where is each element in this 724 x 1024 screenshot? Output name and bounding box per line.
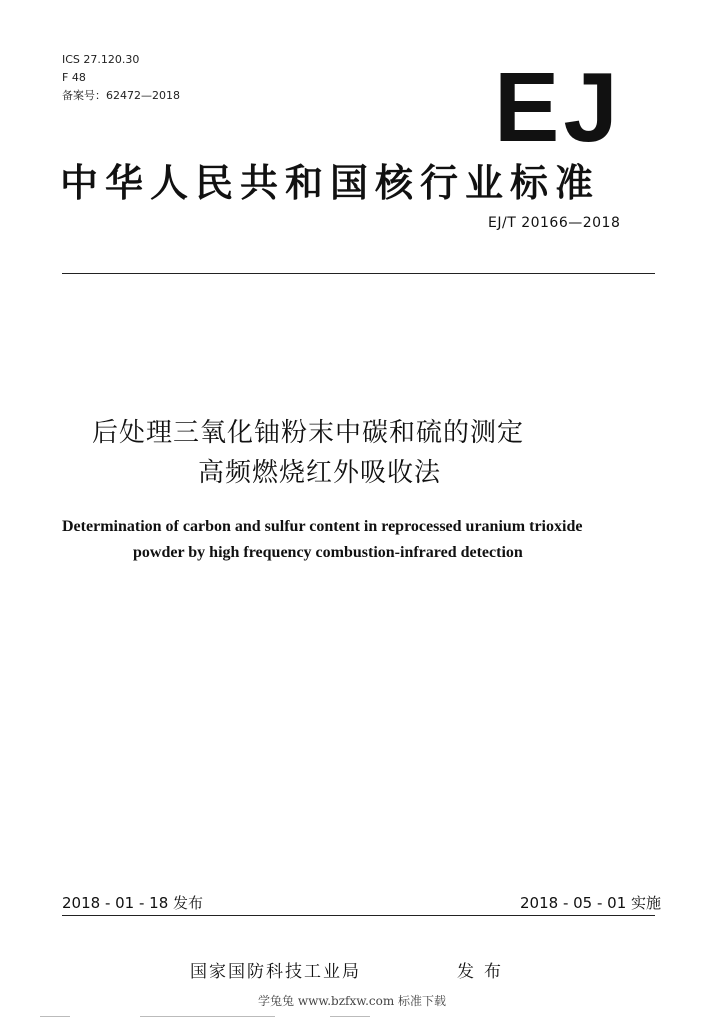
publisher-name: 国家国防科技工业局 [190, 962, 361, 982]
english-title-line1: Determination of carbon and sulfur content in reprocessed uranium trioxide [62, 518, 583, 535]
record-number: 备案号：62472—2018 [62, 89, 180, 102]
scan-artifact-line [330, 1016, 370, 1017]
header-divider [62, 273, 655, 274]
standard-code: EJ/T 20166—2018 [488, 215, 621, 231]
classification-code: F 48 [62, 71, 86, 84]
ics-code: ICS 27.120.30 [62, 53, 140, 66]
english-title-line2: powder by high frequency combustion-infrared detection [133, 544, 523, 561]
publish-label: 发布 [457, 962, 511, 982]
standard-title: 中华人民共和国核行业标准 [60, 161, 601, 205]
issue-date: 2018 - 01 - 18 发布 [62, 894, 204, 912]
chinese-title-line1: 后处理三氧化铀粉末中碳和硫的测定 [92, 418, 525, 448]
scan-artifact-line [40, 1016, 70, 1017]
ej-logo: EJ [494, 52, 622, 162]
watermark-text: 学兔兔 www.bzfxw.com 标准下载 [258, 994, 447, 1008]
scan-artifact-line [140, 1016, 275, 1017]
chinese-title-line2: 高频燃烧红外吸收法 [198, 458, 442, 488]
footer-divider [62, 915, 655, 916]
implementation-date: 2018 - 05 - 01 实施 [520, 894, 662, 912]
